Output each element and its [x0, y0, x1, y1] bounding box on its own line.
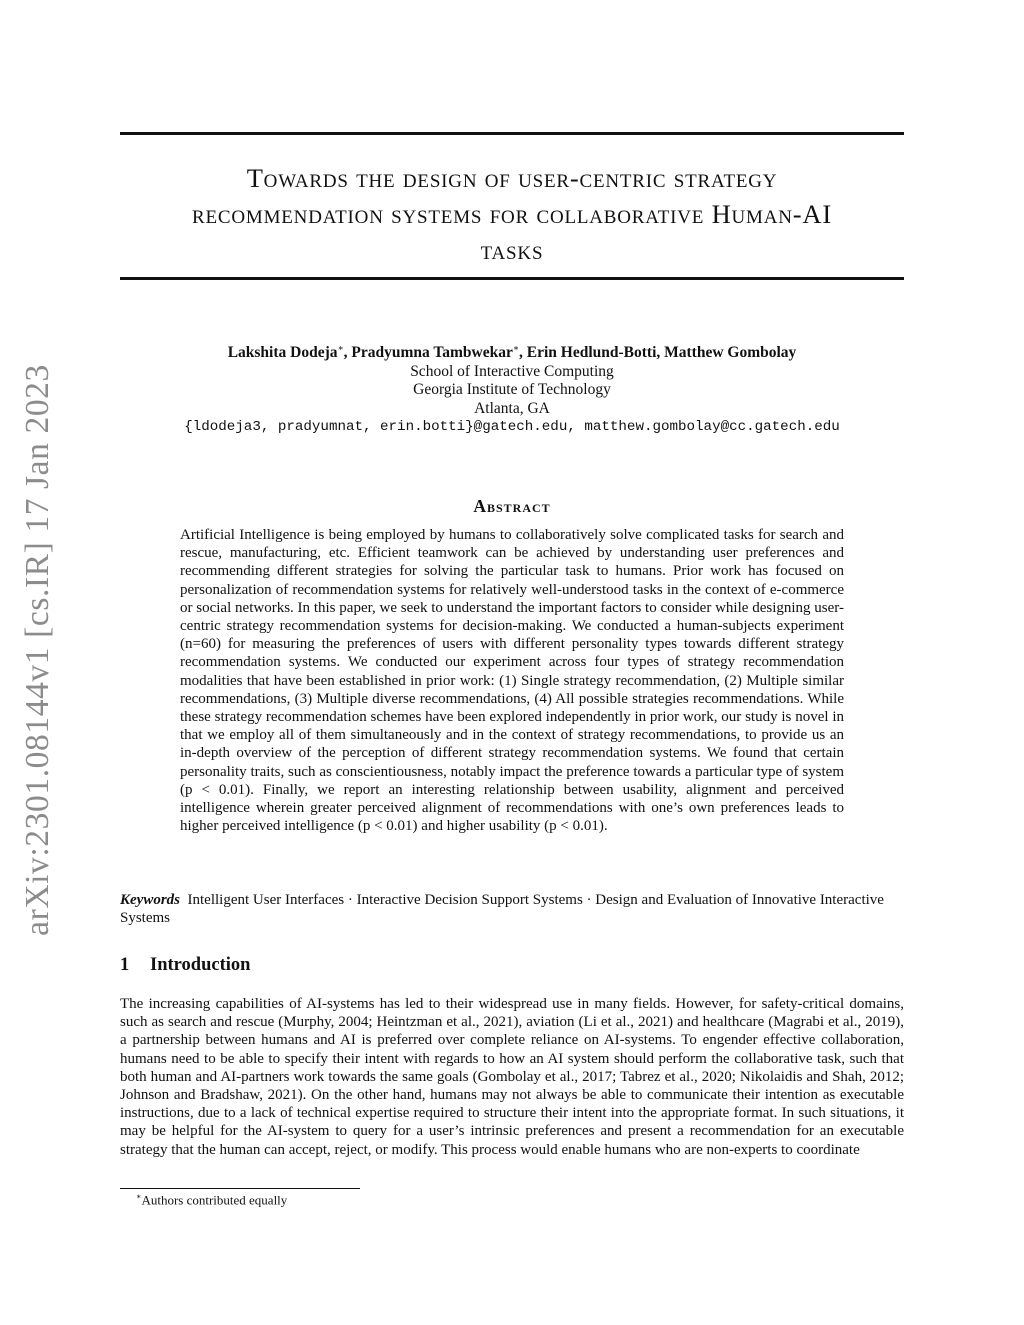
- keywords: [120, 891, 904, 927]
- section-title: Introduction: [150, 955, 251, 975]
- title-line-3: tasks: [480, 235, 544, 265]
- footnote-mark: ∗: [136, 1192, 142, 1201]
- author-1: Lakshita Dodeja: [227, 344, 338, 362]
- abstract-text: Artificial Intelligence is being employed by humans to collaboratively solve complicated tasks for search and rescue, manufacturing, etc. Efficient teamwork can be achieved by understanding user preferences and recommending different strategies for solving the particular task to humans. Prior work has focused on personalization of recommendation systems for relatively well-understood tasks in the context of e-commerce or social networks. In this paper, we seek to understand the important factors to consider while designing user-centric strategy recommendation systems for decision-making. We conducted a human-subjects experiment (n=60) for measuring the preferences of users with different personality types towards different strategy recommendation systems. We conducted our experiment across four types of strategy recommendation modalities that have been established in prior work: (1) Single strategy recommendation, (2) Multiple similar recommendations, (3) Multiple diverse recommendations, (4) All possible strategies recommendations. While these strategy recommendation schemes have been explored independently in prior work, our study is novel in that we employ all of them simultaneously and in the context of strategy recommendations, to provide us an in-depth overview of the perception of different strategy recommendation systems. We found that certain personality traits, such as conscientiousness, notably impact the preference towards a particular type of system (p < 0.01). Finally, we report an interesting relationship between usability, alignment and perceived intelligence wherein greater perceived alignment of recommendations with one’s own preferences leads to higher perceived intelligence (p < 0.01) and higher usability (p < 0.01).: [180, 527, 844, 835]
- title-line-2: recommendation systems for collaborative Human-AI: [192, 199, 832, 229]
- affiliation-school: School of Interactive Computing: [410, 362, 614, 380]
- section-number: 1: [120, 955, 130, 975]
- footnote-rule: [120, 1188, 360, 1189]
- footnote: [136, 1192, 287, 1208]
- arxiv-identifier: arXiv:2301.08144v1 [cs.IR] 17 Jan 2023: [19, 364, 56, 936]
- title-rule-bottom: [120, 277, 904, 280]
- affiliation-location: Atlanta, GA: [474, 399, 550, 417]
- authors-rest: Erin Hedlund-Botti, Matthew Gombolay: [526, 344, 797, 362]
- abstract-heading: Abstract: [473, 496, 551, 516]
- author-1-mark: ∗: [337, 343, 344, 353]
- author-2: Pradyumna Tambwekar: [351, 344, 513, 362]
- keywords-text: Intelligent User Interfaces · Interactive Decision Support Systems · Design and Evaluation of Innovative Interactive Systems: [120, 892, 884, 927]
- footnote-text: Authors contributed equally: [141, 1192, 288, 1208]
- title-line-1: Towards the design of user-centric strategy: [246, 163, 778, 193]
- author-names: Lakshita Dodeja∗, Pradyumna Tambwekar∗, Erin Hedlund-Botti, Matthew Gombolay: [227, 343, 797, 362]
- author-block: [120, 339, 904, 437]
- author-emails: {ldodeja3, pradyumnat, erin.botti}@gatech.edu, matthew.gombolay@cc.gatech.edu: [184, 419, 840, 436]
- title-rule-top: [120, 132, 904, 135]
- section-heading: [120, 955, 250, 976]
- introduction-text: The increasing capabilities of AI-systems has led to their widespread use in many fields. However, for safety-critical domains, such as search and rescue (Murphy, 2004; Heintzman et al., 2021), aviation (Li et al., 2021) and healthcare (Magrabi et al., 2019), a partnership between humans and AI is preferred over complete reliance on AI-systems. To engender effective collaboration, humans need to be able to specify their intent with regards to how an AI system should perform the collaborative task, such that both human and AI-partners work towards the same goals (Gombolay et al., 2017; Tabrez et al., 2020; Nikolaidis and Shah, 2012; Johnson and Bradshaw, 2021). On the other hand, humans may not always be able to communicate their intention as executable instructions, due to a lack of technical expertise required to structure their intent into the appropriate format. In such situations, it may be helpful for the AI-system to query for a user’s intrinsic preferences and present a recommendation for an executable strategy that the human can accept, reject, or modify. This process would enable humans who are non-experts to coordinate: [120, 996, 904, 1158]
- author-2-mark: ∗: [512, 343, 519, 353]
- keywords-label: Keywords: [120, 892, 180, 908]
- affiliation-institute: Georgia Institute of Technology: [413, 381, 611, 399]
- paper-title: [120, 160, 904, 268]
